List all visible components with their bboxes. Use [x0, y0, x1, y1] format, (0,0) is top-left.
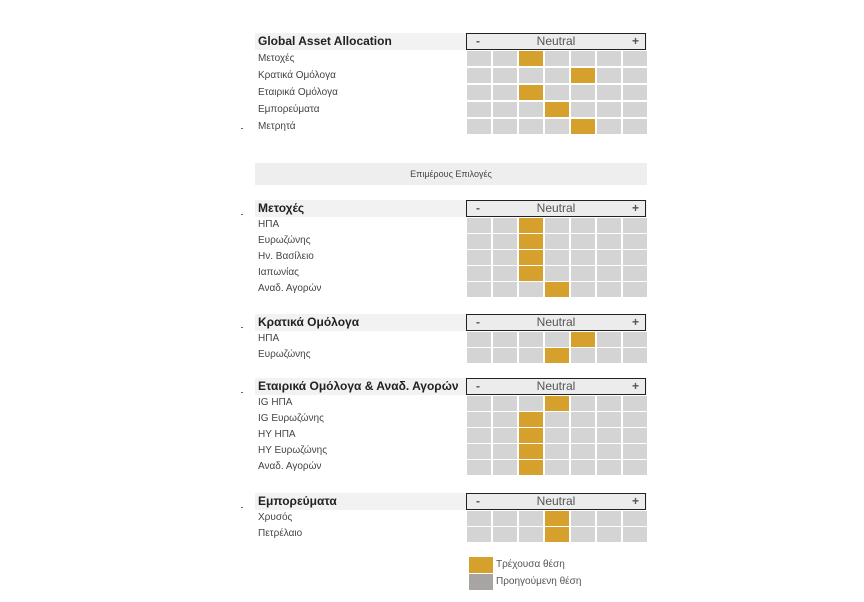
position-cells [467, 527, 647, 542]
position-cells [467, 234, 647, 249]
section-equities [255, 200, 647, 297]
row-label: HY Ευρωζώνης [258, 445, 328, 456]
scale-cell [493, 119, 517, 134]
allocation-row [255, 118, 647, 135]
scale-cell [571, 348, 595, 363]
position-cells [467, 68, 647, 83]
scale-neutral: Neutral [536, 379, 576, 393]
scale-plus: + [631, 494, 639, 508]
row-label: ΗΠΑ [258, 333, 280, 344]
scale-cell [467, 218, 491, 233]
row-label: Εταιρικά Ομόλογα [258, 87, 338, 98]
current-position-cell [519, 460, 543, 475]
margin-bullet [241, 327, 243, 328]
scale-cell [597, 348, 621, 363]
scale-cell [493, 412, 517, 427]
scale-cell [493, 444, 517, 459]
section-header [255, 493, 647, 510]
scale-cell [571, 412, 595, 427]
scale-cell [571, 102, 595, 117]
section-title: Μετοχές [258, 201, 305, 215]
position-cells [467, 119, 647, 134]
current-position-cell [519, 51, 543, 66]
scale-plus: + [631, 379, 639, 393]
scale-cell [623, 68, 647, 83]
scale-cell [545, 332, 569, 347]
scale-cell [571, 428, 595, 443]
section-header [255, 314, 647, 331]
scale-cell [623, 412, 647, 427]
scale-cell [571, 250, 595, 265]
row-label: Ευρωζώνης [258, 349, 311, 360]
allocation-row [255, 443, 647, 459]
scale-cell [545, 234, 569, 249]
current-position-cell [519, 266, 543, 281]
row-label: Μετοχές [258, 53, 295, 64]
position-cells [467, 396, 647, 411]
scale-cell [623, 428, 647, 443]
position-cells [467, 428, 647, 443]
scale-cell [571, 527, 595, 542]
current-position-cell [519, 218, 543, 233]
scale-cell [597, 511, 621, 526]
scale-cell [623, 234, 647, 249]
section-title: Global Asset Allocation [258, 34, 392, 48]
allocation-row [255, 217, 647, 233]
allocation-row [255, 331, 647, 347]
scale-cell [493, 68, 517, 83]
scale-cell [571, 282, 595, 297]
section-title: Εμπορεύματα [258, 494, 337, 508]
scale-cell [493, 85, 517, 100]
allocation-row [255, 233, 647, 249]
legend-label: Τρέχουσα θέση [496, 559, 565, 570]
scale-cell [545, 428, 569, 443]
current-position-cell [519, 250, 543, 265]
scale-cell [545, 119, 569, 134]
scale-minus: - [476, 379, 480, 393]
scale-cell [467, 428, 491, 443]
scale-cell [493, 332, 517, 347]
margin-bullet [241, 392, 243, 393]
scale-cell [571, 266, 595, 281]
row-label: Αναδ. Αγορών [258, 283, 322, 294]
row-label: Μετρητά [258, 121, 296, 132]
scale-cell [597, 250, 621, 265]
scale-cell [545, 68, 569, 83]
allocation-row [255, 459, 647, 475]
scale-neutral: Neutral [536, 201, 576, 215]
current-position-cell [545, 511, 569, 526]
scale-cell [597, 119, 621, 134]
scale-cell [545, 51, 569, 66]
current-position-cell [545, 282, 569, 297]
section-header [255, 33, 647, 50]
scale-cell [467, 234, 491, 249]
scale-cell [623, 102, 647, 117]
allocation-row [255, 510, 647, 526]
section-header [255, 378, 647, 395]
scale-header [466, 200, 646, 217]
scale-cell [493, 218, 517, 233]
scale-cell [545, 444, 569, 459]
scale-cell [545, 412, 569, 427]
scale-cell [493, 527, 517, 542]
position-cells [467, 85, 647, 100]
scale-cell [519, 68, 543, 83]
allocation-row [255, 249, 647, 265]
allocation-row [255, 395, 647, 411]
section-government-bonds [255, 314, 647, 363]
row-label: Ην. Βασίλειο [258, 251, 314, 262]
position-cells [467, 511, 647, 526]
scale-minus: - [476, 34, 480, 48]
scale-header [466, 493, 646, 510]
section-corporate-bonds [255, 378, 647, 475]
scale-cell [597, 234, 621, 249]
scale-header [466, 378, 646, 395]
scale-cell [623, 444, 647, 459]
current-position-cell [545, 348, 569, 363]
scale-cell [571, 85, 595, 100]
scale-cell [467, 332, 491, 347]
current-position-cell [519, 428, 543, 443]
position-cells [467, 102, 647, 117]
allocation-row [255, 265, 647, 281]
legend-label: Προηγούμενη θέση [496, 576, 582, 587]
scale-cell [493, 428, 517, 443]
scale-cell [467, 250, 491, 265]
scale-cell [571, 396, 595, 411]
position-cells [467, 460, 647, 475]
scale-cell [597, 282, 621, 297]
scale-cell [597, 396, 621, 411]
section-commodities [255, 493, 647, 542]
scale-cell [571, 511, 595, 526]
scale-neutral: Neutral [536, 34, 576, 48]
row-label: Χρυσός [258, 512, 293, 523]
position-cells [467, 266, 647, 281]
scale-cell [493, 396, 517, 411]
scale-cell [597, 68, 621, 83]
current-position-cell [571, 332, 595, 347]
scale-cell [545, 460, 569, 475]
scale-plus: + [631, 201, 639, 215]
scale-minus: - [476, 201, 480, 215]
scale-cell [597, 51, 621, 66]
section-global-asset-allocation [255, 33, 647, 135]
current-position-cell [519, 444, 543, 459]
scale-cell [623, 332, 647, 347]
position-cells [467, 282, 647, 297]
position-cells [467, 332, 647, 347]
scale-cell [519, 511, 543, 526]
scale-cell [467, 444, 491, 459]
scale-cell [623, 511, 647, 526]
position-cells [467, 51, 647, 66]
allocation-row [255, 50, 647, 67]
scale-cell [623, 266, 647, 281]
scale-cell [623, 51, 647, 66]
scale-cell [623, 218, 647, 233]
scale-cell [597, 266, 621, 281]
scale-cell [493, 250, 517, 265]
current-position-cell [519, 234, 543, 249]
sub-selections-banner: Επιμέρους Επιλογές [255, 163, 647, 185]
row-label: ΗΠΑ [258, 219, 280, 230]
row-label: Πετρέλαιο [258, 528, 303, 539]
scale-cell [519, 527, 543, 542]
scale-cell [545, 85, 569, 100]
scale-cell [597, 332, 621, 347]
scale-cell [493, 282, 517, 297]
scale-cell [467, 412, 491, 427]
current-position-cell [519, 412, 543, 427]
scale-cell [467, 119, 491, 134]
scale-cell [623, 282, 647, 297]
scale-cell [467, 460, 491, 475]
scale-cell [519, 282, 543, 297]
scale-cell [545, 266, 569, 281]
scale-cell [571, 218, 595, 233]
scale-cell [467, 266, 491, 281]
current-position-cell [519, 85, 543, 100]
scale-cell [623, 348, 647, 363]
scale-minus: - [476, 494, 480, 508]
scale-cell [493, 234, 517, 249]
row-label: Κρατικά Ομόλογα [258, 70, 336, 81]
scale-cell [519, 348, 543, 363]
scale-cell [623, 250, 647, 265]
position-cells [467, 444, 647, 459]
current-position-cell [571, 68, 595, 83]
scale-cell [597, 428, 621, 443]
scale-cell [597, 102, 621, 117]
scale-header [466, 33, 646, 50]
scale-cell [519, 396, 543, 411]
scale-cell [467, 348, 491, 363]
margin-bullet [241, 214, 243, 215]
scale-cell [545, 250, 569, 265]
scale-cell [519, 119, 543, 134]
scale-cell [493, 102, 517, 117]
previous-position-swatch [469, 574, 493, 590]
position-cells [467, 412, 647, 427]
current-position-cell [545, 396, 569, 411]
scale-cell [571, 444, 595, 459]
scale-cell [467, 527, 491, 542]
scale-neutral: Neutral [536, 494, 576, 508]
allocation-row [255, 427, 647, 443]
section-header [255, 200, 647, 217]
scale-cell [493, 51, 517, 66]
allocation-row [255, 67, 647, 84]
scale-cell [571, 51, 595, 66]
current-position-cell [545, 527, 569, 542]
scale-cell [623, 85, 647, 100]
position-cells [467, 348, 647, 363]
scale-cell [493, 511, 517, 526]
scale-cell [493, 460, 517, 475]
margin-bullet [241, 128, 243, 129]
section-title: Κρατικά Ομόλογα [258, 315, 360, 329]
allocation-row [255, 101, 647, 118]
position-cells [467, 250, 647, 265]
position-cells [467, 218, 647, 233]
scale-cell [467, 282, 491, 297]
current-position-swatch [469, 557, 493, 573]
scale-cell [597, 412, 621, 427]
scale-cell [467, 85, 491, 100]
scale-cell [467, 102, 491, 117]
scale-cell [597, 444, 621, 459]
scale-cell [519, 102, 543, 117]
row-label: Αναδ. Αγορών [258, 461, 322, 472]
scale-cell [467, 51, 491, 66]
row-label: IG ΗΠΑ [258, 397, 293, 408]
scale-cell [571, 234, 595, 249]
scale-cell [545, 218, 569, 233]
scale-plus: + [631, 34, 639, 48]
scale-cell [623, 119, 647, 134]
section-title: Εταιρικά Ομόλογα & Αναδ. Αγορών [258, 379, 459, 393]
scale-cell [493, 266, 517, 281]
scale-cell [519, 332, 543, 347]
scale-cell [597, 460, 621, 475]
row-label: Εμπορεύματα [258, 104, 320, 115]
scale-plus: + [631, 315, 639, 329]
scale-cell [493, 348, 517, 363]
margin-bullet [241, 507, 243, 508]
row-label: Ιαπωνίας [258, 267, 299, 278]
scale-cell [623, 527, 647, 542]
scale-cell [467, 511, 491, 526]
row-label: Ευρωζώνης [258, 235, 311, 246]
scale-cell [597, 218, 621, 233]
scale-cell [597, 527, 621, 542]
current-position-cell [571, 119, 595, 134]
allocation-row [255, 281, 647, 297]
current-position-cell [545, 102, 569, 117]
allocation-row [255, 526, 647, 542]
row-label: IG Ευρωζώνης [258, 413, 324, 424]
scale-cell [623, 396, 647, 411]
allocation-row [255, 411, 647, 427]
scale-cell [597, 85, 621, 100]
scale-neutral: Neutral [536, 315, 576, 329]
row-label: HY ΗΠΑ [258, 429, 296, 440]
scale-cell [623, 460, 647, 475]
scale-header [466, 314, 646, 331]
scale-minus: - [476, 315, 480, 329]
scale-cell [467, 68, 491, 83]
allocation-row [255, 84, 647, 101]
allocation-row [255, 347, 647, 363]
scale-cell [571, 460, 595, 475]
scale-cell [467, 396, 491, 411]
